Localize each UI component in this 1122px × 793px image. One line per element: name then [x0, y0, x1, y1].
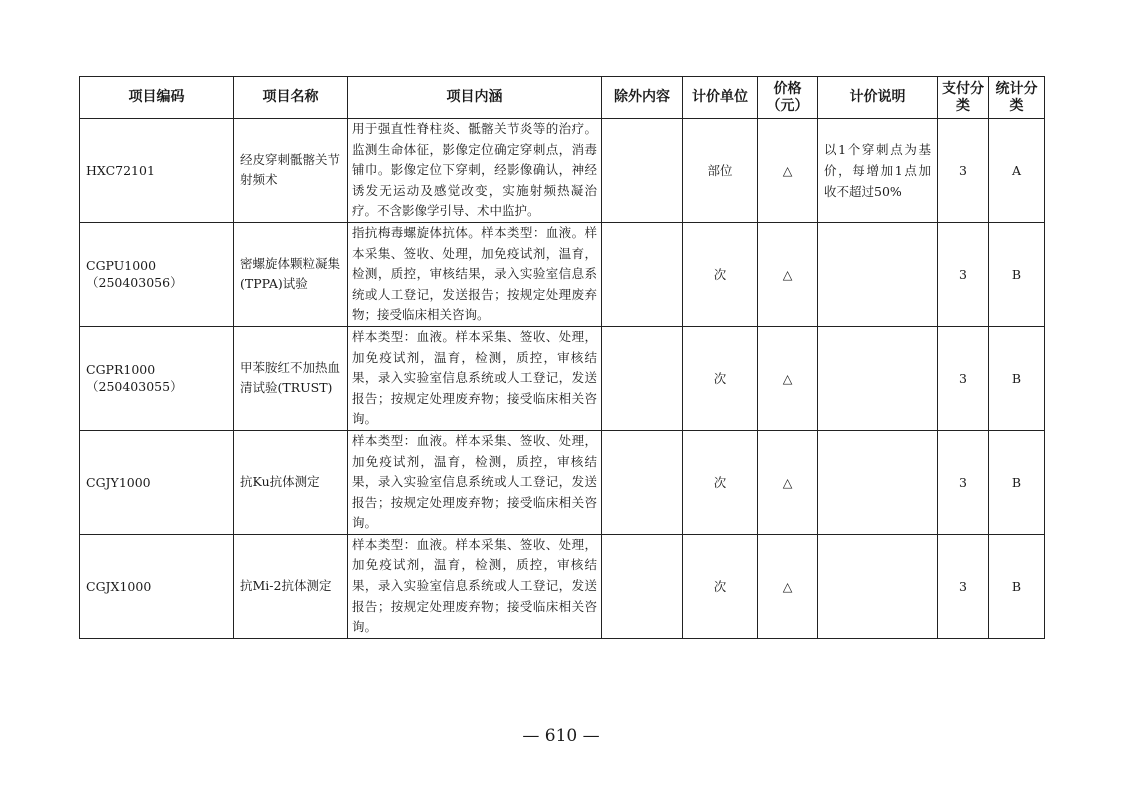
- page-number: — 610 —: [522, 726, 600, 746]
- cell-payment: 3: [938, 430, 989, 534]
- cell-content: 指抗梅毒螺旋体抗体。样本类型：血液。样本采集、签收、处理，加免疫试剂，温育，检测，质控，审核结果，录入实验室信息系统或人工登记，发送报告；按规定处理废弃物；接受临床相关咨询。: [348, 222, 602, 326]
- cell-code: HXC72101: [80, 119, 234, 223]
- cell-name: 经皮穿刺骶髂关节射频术: [234, 119, 348, 223]
- cell-name: 抗Mi-2抗体测定: [234, 534, 348, 638]
- cell-unit: 次: [683, 326, 758, 430]
- cell-name: 甲苯胺红不加热血清试验(TRUST): [234, 326, 348, 430]
- cell-price: △: [758, 222, 818, 326]
- cell-stats: B: [989, 222, 1045, 326]
- cell-excluded: [602, 326, 683, 430]
- header-price: 价格（元）: [758, 77, 818, 119]
- cell-code: CGJY1000: [80, 430, 234, 534]
- cell-content: 用于强直性脊柱炎、骶髂关节炎等的治疗。监测生命体征，影像定位确定穿刺点，消毒铺巾。影像定位下穿刺，经影像确认，神经诱发无运动及感觉改变，实施射频热凝治疗。不含影像学引导、术中监护。: [348, 119, 602, 223]
- header-content: 项目内涵: [348, 77, 602, 119]
- cell-note: 以1个穿刺点为基价，每增加1点加收不超过50%: [818, 119, 938, 223]
- cell-unit: 次: [683, 222, 758, 326]
- table-row: [80, 326, 1045, 430]
- cell-stats: B: [989, 326, 1045, 430]
- header-unit: 计价单位: [683, 77, 758, 119]
- cell-payment: 3: [938, 534, 989, 638]
- cell-excluded: [602, 119, 683, 223]
- cell-content: 样本类型：血液。样本采集、签收、处理，加免疫试剂，温育，检测，质控，审核结果，录入实验室信息系统或人工登记，发送报告；按规定处理废弃物；接受临床相关咨询。: [348, 534, 602, 638]
- cell-price: △: [758, 430, 818, 534]
- cell-content: 样本类型：血液。样本采集、签收、处理，加免疫试剂，温育，检测，质控，审核结果，录入实验室信息系统或人工登记，发送报告；按规定处理废弃物；接受临床相关咨询。: [348, 326, 602, 430]
- cell-note: [818, 326, 938, 430]
- cell-payment: 3: [938, 222, 989, 326]
- cell-price: △: [758, 534, 818, 638]
- table-row: [80, 222, 1045, 326]
- header-name: 项目名称: [234, 77, 348, 119]
- cell-excluded: [602, 430, 683, 534]
- cell-unit: 次: [683, 534, 758, 638]
- cell-price: △: [758, 119, 818, 223]
- cell-stats: B: [989, 534, 1045, 638]
- cell-stats: A: [989, 119, 1045, 223]
- cell-content: 样本类型：血液。样本采集、签收、处理，加免疫试剂，温育，检测，质控，审核结果，录入实验室信息系统或人工登记，发送报告；按规定处理废弃物；接受临床相关咨询。: [348, 430, 602, 534]
- price-table: [79, 76, 1045, 639]
- cell-unit: 次: [683, 430, 758, 534]
- cell-payment: 3: [938, 326, 989, 430]
- cell-stats: B: [989, 430, 1045, 534]
- header-excluded: 除外内容: [602, 77, 683, 119]
- cell-price: △: [758, 326, 818, 430]
- cell-note: [818, 534, 938, 638]
- cell-code: CGJX1000: [80, 534, 234, 638]
- table-row: [80, 119, 1045, 223]
- header-row: [80, 77, 1045, 119]
- cell-note: [818, 222, 938, 326]
- cell-excluded: [602, 534, 683, 638]
- cell-unit: 部位: [683, 119, 758, 223]
- cell-payment: 3: [938, 119, 989, 223]
- cell-name: 密螺旋体颗粒凝集(TPPA)试验: [234, 222, 348, 326]
- header-payment: 支付分类: [938, 77, 989, 119]
- cell-note: [818, 430, 938, 534]
- cell-excluded: [602, 222, 683, 326]
- cell-code: CGPU1000（250403056）: [80, 222, 234, 326]
- cell-code: CGPR1000（250403055）: [80, 326, 234, 430]
- header-stats: 统计分类: [989, 77, 1045, 119]
- table-row: [80, 534, 1045, 638]
- table-row: [80, 430, 1045, 534]
- header-note: 计价说明: [818, 77, 938, 119]
- cell-name: 抗Ku抗体测定: [234, 430, 348, 534]
- header-code: 项目编码: [80, 77, 234, 119]
